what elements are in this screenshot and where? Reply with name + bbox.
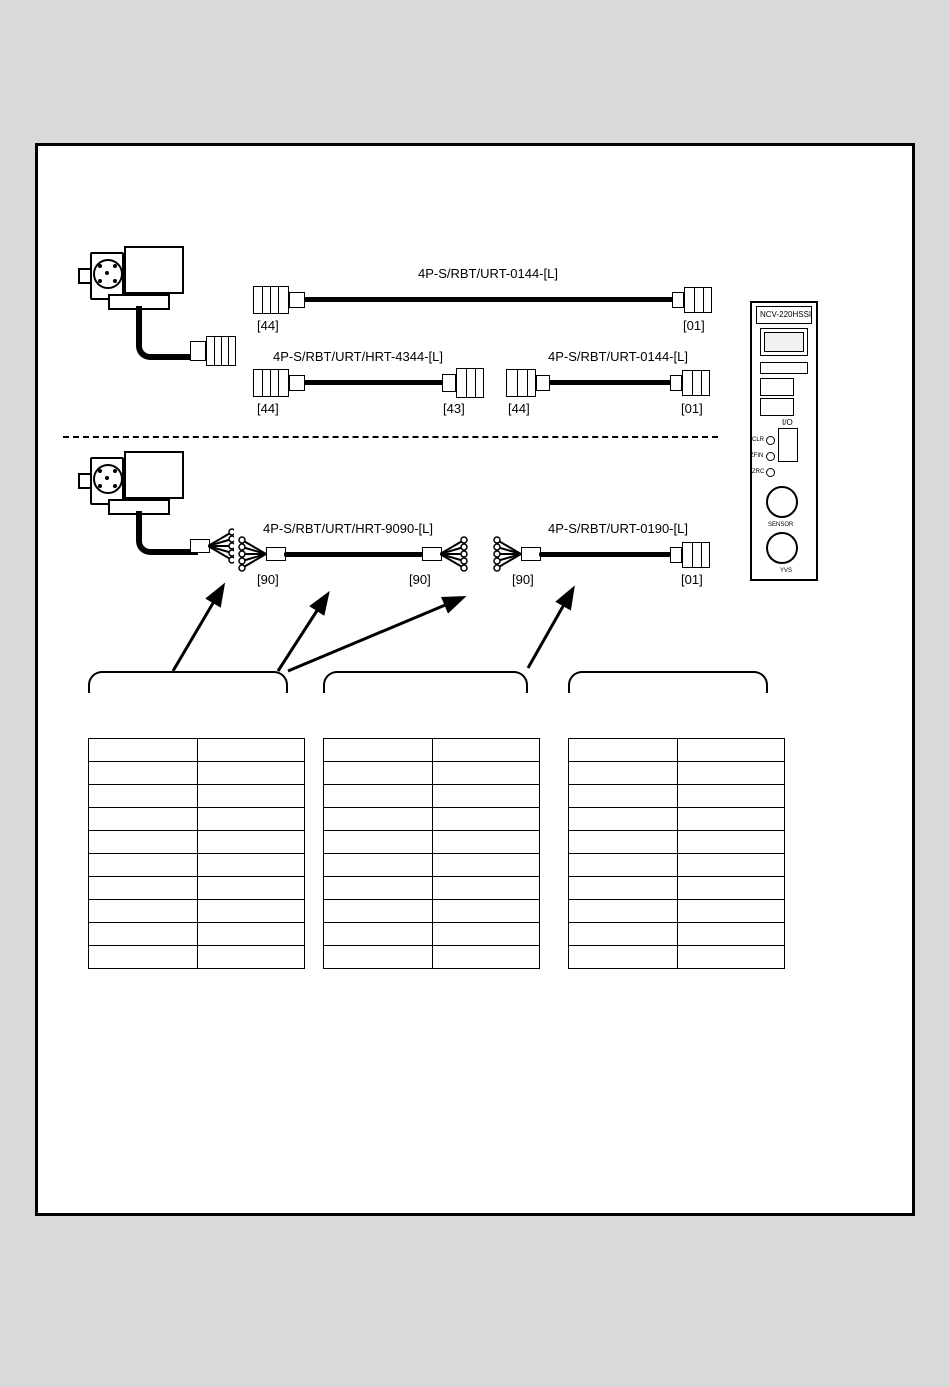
table-row: [324, 739, 540, 762]
table-row: [89, 877, 305, 900]
table-row: [324, 877, 540, 900]
cable-e-left-leads: [493, 536, 523, 572]
table-2-body: [324, 739, 540, 969]
cell: [433, 785, 540, 808]
cell: [324, 946, 433, 969]
cable-d-left-ferrule: [266, 547, 286, 561]
cell: [569, 877, 678, 900]
cable-b-label: 4P-S/RBT/URT/HRT-4344-[L]: [272, 349, 443, 364]
cell: [324, 900, 433, 923]
cell: [433, 946, 540, 969]
table-row: [569, 877, 785, 900]
cell: [198, 762, 305, 785]
cable-b-right-plug: [456, 368, 484, 398]
cable-a-right-shell: [672, 292, 684, 308]
table-row: [89, 946, 305, 969]
table-row: [89, 762, 305, 785]
cable-d-right-leads: [440, 536, 470, 572]
diagram-page: [35, 143, 915, 1216]
cable-d-left-leads: [238, 536, 268, 572]
cable-c-left-plug: [506, 369, 536, 397]
bracket-table-1: [88, 671, 288, 693]
motor-lead-top: [136, 306, 198, 360]
table-1: [88, 738, 305, 969]
table-row: [324, 831, 540, 854]
drive-sensor-connector: [766, 486, 798, 518]
table-row: [89, 808, 305, 831]
cell: [433, 739, 540, 762]
drive-model-label: NCV-220HSSI: [760, 310, 812, 319]
cable-a-wire: [304, 297, 674, 302]
motor-lead-ferrule-bottom: [190, 539, 210, 553]
cell: [569, 785, 678, 808]
motor-housing-top: [124, 246, 184, 294]
motor-hub-dot-bottom: [105, 476, 109, 480]
table-row: [569, 923, 785, 946]
table-row: [324, 900, 540, 923]
drive-brand-label: YVS: [780, 568, 793, 574]
table-3-body: [569, 739, 785, 969]
table-row: [89, 831, 305, 854]
cell: [678, 762, 785, 785]
cable-c-label: 4P-S/RBT/URT-0144-[L]: [548, 349, 688, 364]
cell: [89, 923, 198, 946]
cable-c-left-code: [44]: [508, 401, 530, 416]
cable-b-left-plug: [253, 369, 289, 397]
cable-e-left-ferrule: [521, 547, 541, 561]
motor-bolt-dot-bottom-3: [98, 484, 102, 488]
drive-led-3-label: ZRC: [752, 469, 765, 475]
cell: [324, 923, 433, 946]
cable-c-right-code: [01]: [681, 401, 703, 416]
cell: [89, 831, 198, 854]
cell: [678, 900, 785, 923]
table-3: [568, 738, 785, 969]
cable-c-right-plug: [682, 370, 710, 396]
cell: [433, 877, 540, 900]
motor-bolt-dot-bottom-2: [113, 469, 117, 473]
cable-e-wire: [539, 552, 671, 557]
drive-terminal-2: [760, 398, 794, 416]
cell: [89, 808, 198, 831]
cable-b-wire: [304, 380, 444, 385]
cell: [198, 923, 305, 946]
cell: [324, 762, 433, 785]
drive-led-2: [766, 452, 775, 461]
table-row: [569, 831, 785, 854]
drive-led-2-label: ZFIN: [750, 453, 764, 459]
bracket-table-2: [323, 671, 528, 693]
cable-a-right-code: [01]: [683, 318, 705, 333]
cable-d-right-ferrule: [422, 547, 442, 561]
drive-display-screen: [764, 332, 804, 352]
cell: [89, 900, 198, 923]
cell: [569, 854, 678, 877]
cell: [198, 854, 305, 877]
cable-a-left-code: [44]: [257, 318, 279, 333]
drive-led-1-label: CLR: [752, 437, 765, 443]
cell: [324, 785, 433, 808]
cable-d-wire: [284, 552, 424, 557]
table-row: [569, 739, 785, 762]
cable-b-left-shell: [289, 375, 305, 391]
drive-led-3: [766, 468, 775, 477]
table-row: [89, 923, 305, 946]
table-row: [89, 854, 305, 877]
table-row: [89, 900, 305, 923]
table-row: [569, 946, 785, 969]
table-row: [324, 785, 540, 808]
table-1-body: [89, 739, 305, 969]
cable-d-left-code: [90]: [257, 572, 279, 587]
cell: [569, 923, 678, 946]
cell: [678, 831, 785, 854]
cell: [678, 785, 785, 808]
cell: [678, 854, 785, 877]
drive-servo-connector: [766, 532, 798, 564]
cable-c-wire: [549, 380, 671, 385]
cable-e-left-code: [90]: [512, 572, 534, 587]
cell: [433, 831, 540, 854]
cable-a-left-plug: [253, 286, 289, 314]
motor-bolt-dot-top-3: [98, 279, 102, 283]
table-row: [569, 808, 785, 831]
table-row: [324, 762, 540, 785]
cell: [569, 808, 678, 831]
table-2: [323, 738, 540, 969]
cell: [678, 923, 785, 946]
motor-lead-bottom: [136, 511, 198, 555]
cable-b-right-code: [43]: [443, 401, 465, 416]
cell: [198, 831, 305, 854]
table-row: [569, 785, 785, 808]
cell: [89, 785, 198, 808]
drive-led-1: [766, 436, 775, 445]
motor-bolt-dot-top-1: [98, 264, 102, 268]
cell: [678, 808, 785, 831]
cell: [89, 762, 198, 785]
cell: [198, 808, 305, 831]
cell: [678, 877, 785, 900]
drive-terminal-1: [760, 378, 794, 396]
table-row: [324, 854, 540, 877]
cell: [433, 762, 540, 785]
drive-sensor-label: SENSOR: [768, 522, 794, 528]
table-row: [569, 854, 785, 877]
cell: [433, 808, 540, 831]
table-row: [569, 900, 785, 923]
cell: [569, 762, 678, 785]
cable-c-right-shell: [670, 375, 682, 391]
cable-d-label: 4P-S/RBT/URT/HRT-9090-[L]: [262, 521, 433, 536]
cell: [198, 877, 305, 900]
cell: [433, 854, 540, 877]
cell: [89, 877, 198, 900]
cell: [324, 808, 433, 831]
cell: [198, 739, 305, 762]
section-divider: [63, 436, 718, 438]
motor-bolt-dot-bottom-4: [113, 484, 117, 488]
cell: [433, 900, 540, 923]
table-row: [324, 946, 540, 969]
cable-a-right-plug: [684, 287, 712, 313]
cell: [89, 946, 198, 969]
cell: [324, 739, 433, 762]
cable-a-left-shell: [289, 292, 305, 308]
drive-io-label: I/O: [782, 418, 793, 427]
cell: [89, 854, 198, 877]
cell: [433, 923, 540, 946]
bracket-table-3: [568, 671, 768, 693]
cable-e-right-shell: [670, 547, 682, 563]
motor-bolt-dot-top-4: [113, 279, 117, 283]
cell: [324, 831, 433, 854]
cell: [198, 900, 305, 923]
cell: [678, 739, 785, 762]
cable-e-right-code: [01]: [681, 572, 703, 587]
table-row: [89, 739, 305, 762]
cable-c-left-shell: [536, 375, 550, 391]
drive-io-port: [778, 428, 798, 462]
motor-lead-connector-shell-top: [190, 341, 206, 361]
cell: [678, 946, 785, 969]
motor-bolt-dot-top-2: [113, 264, 117, 268]
cable-b-left-code: [44]: [257, 401, 279, 416]
table-row: [324, 923, 540, 946]
motor-bolt-dot-bottom-1: [98, 469, 102, 473]
cable-e-label: 4P-S/RBT/URT-0190-[L]: [548, 521, 688, 536]
cell: [324, 877, 433, 900]
table-row: [569, 762, 785, 785]
table-row: [324, 808, 540, 831]
cable-a-label: 4P-S/RBT/URT-0144-[L]: [418, 266, 558, 281]
cell: [198, 946, 305, 969]
cell: [569, 831, 678, 854]
cell: [569, 739, 678, 762]
cable-b-right-shell: [442, 374, 456, 392]
cell: [569, 900, 678, 923]
motor-housing-bottom: [124, 451, 184, 499]
table-row: [89, 785, 305, 808]
cable-e-right-plug: [682, 542, 710, 568]
cell: [89, 739, 198, 762]
cell: [198, 785, 305, 808]
drive-switch-bar: [760, 362, 808, 374]
motor-hub-dot-top: [105, 271, 109, 275]
cable-d-right-code: [90]: [409, 572, 431, 587]
cell: [324, 854, 433, 877]
cell: [569, 946, 678, 969]
